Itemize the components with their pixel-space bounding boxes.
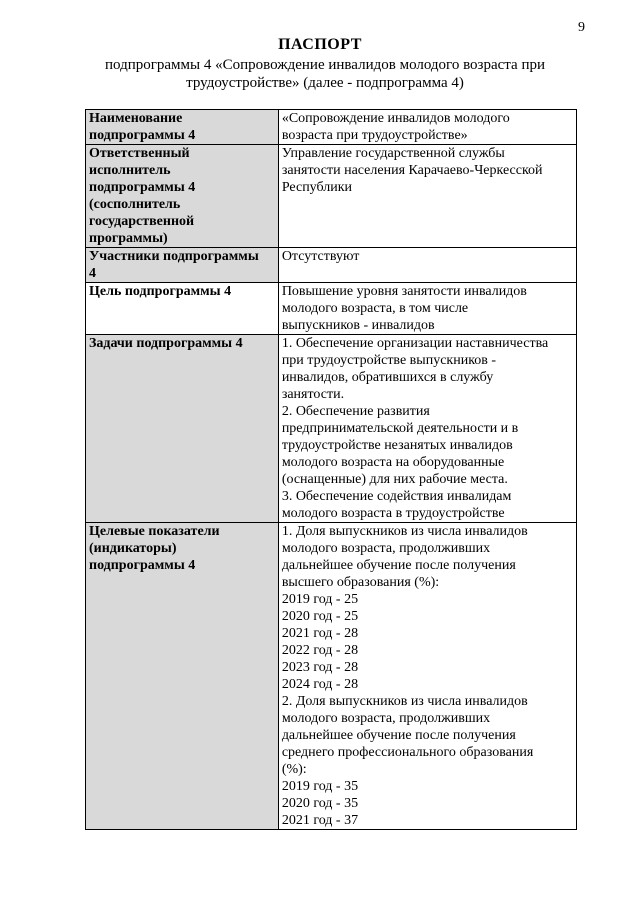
row-value-line: 2021 год - 37 <box>281 813 359 828</box>
row-value-line: молодого возраста, продолживших <box>281 541 491 556</box>
document-title: ПАСПОРТ <box>278 36 362 53</box>
row-value-line: 2019 год - 25 <box>281 592 359 607</box>
row-value-line: (оснащенные) для них рабочие места. <box>281 472 508 487</box>
row-value-line: дальнейшее обучение после получения <box>281 728 516 743</box>
row-label-line: Наименование <box>89 111 183 126</box>
row-value-line: молодого возраста, продолживших <box>281 711 491 726</box>
row-label-line: подпрограммы 4 <box>89 128 196 143</box>
row-label-line: Задачи подпрограммы 4 <box>89 336 243 351</box>
row-value-line: выпускников - инвалидов <box>281 318 435 333</box>
row-value-line: среднего профессионального образования <box>281 745 534 760</box>
row-value-line: высшего образования (%): <box>281 575 440 590</box>
row-label-line: (сосполнитель <box>89 197 181 212</box>
row-value-line: Отсутствуют <box>281 249 360 264</box>
row-value-line: Повышение уровня занятости инвалидов <box>281 284 527 299</box>
row-value-line: 2. Обеспечение развития <box>281 404 430 419</box>
row-value-line: 2023 год - 28 <box>281 660 359 675</box>
row-value-line: молодого возраста, в том числе <box>281 301 469 316</box>
row-value-line: при трудоустройстве выпускников - <box>281 353 497 368</box>
document-subtitle <box>90 56 560 92</box>
row-value-line: занятости населения Карачаево-Черкесской <box>281 163 543 178</box>
row-label-line: исполнитель <box>89 163 171 178</box>
row-value-line: 2020 год - 25 <box>281 609 359 624</box>
row-label-line: государственной <box>89 214 195 229</box>
row-value-line: 1. Доля выпускников из числа инвалидов <box>281 524 528 539</box>
page-number: 9 <box>578 20 585 35</box>
row-label-line: подпрограммы 4 <box>89 558 196 573</box>
passport-row <box>86 145 577 248</box>
row-value-line: 2024 год - 28 <box>281 677 359 692</box>
row-label-line: подпрограммы 4 <box>89 180 196 195</box>
row-value-line: молодого возраста на оборудованные <box>281 455 505 470</box>
row-value-line: предпринимательской деятельности и в <box>281 421 519 436</box>
row-value-line: «Сопровождение инвалидов молодого <box>281 111 510 126</box>
row-label-line: Ответственный <box>89 146 190 161</box>
row-value-line: 1. Обеспечение организации наставничества <box>281 336 549 351</box>
passport-row <box>86 523 577 830</box>
row-value-line: инвалидов, обратившихся в службу <box>281 370 494 385</box>
row-value <box>278 335 576 523</box>
row-value <box>278 110 576 145</box>
row-label-line: Цель подпрограммы 4 <box>89 284 232 299</box>
row-value-line: дальнейшее обучение после получения <box>281 558 516 573</box>
row-label-line: (индикаторы) <box>89 541 177 556</box>
passport-table-body <box>86 110 577 830</box>
row-value <box>278 283 576 335</box>
row-value-line: (%): <box>281 762 307 777</box>
row-value-line: 3. Обеспечение содействия инвалидам <box>281 489 512 504</box>
row-value-line: Управление государственной службы <box>281 146 505 161</box>
row-value-line: 2019 год - 35 <box>281 779 359 794</box>
row-label-line: 4 <box>89 266 96 281</box>
row-label <box>86 523 279 830</box>
row-label-line: программы) <box>89 231 168 246</box>
subtitle-line: подпрограммы 4 «Сопровождение инвалидов молодого возраста при <box>104 57 546 73</box>
passport-row <box>86 248 577 283</box>
row-label <box>86 248 279 283</box>
passport-table <box>85 109 577 830</box>
row-value-line: 2. Доля выпускников из числа инвалидов <box>281 694 528 709</box>
row-label-line: Целевые показатели <box>89 524 220 539</box>
row-value-line: трудоустройстве незанятых инвалидов <box>281 438 513 453</box>
row-value-line: 2020 год - 35 <box>281 796 359 811</box>
row-label <box>86 335 279 523</box>
row-value-line: 2021 год - 28 <box>281 626 359 641</box>
row-value-line: молодого возраста в трудоустройстве <box>281 506 505 521</box>
row-value-line: возраста при трудоустройстве» <box>281 128 468 143</box>
passport-row <box>86 335 577 523</box>
passport-row <box>86 110 577 145</box>
subtitle-line: трудоустройстве» (далее - подпрограмма 4) <box>186 75 464 91</box>
row-value-line: занятости. <box>281 387 345 402</box>
passport-row <box>86 283 577 335</box>
row-label <box>86 110 279 145</box>
row-label-line: Участники подпрограммы <box>89 249 259 264</box>
row-value <box>278 523 576 830</box>
row-label <box>86 283 279 335</box>
row-value-line: 2022 год - 28 <box>281 643 359 658</box>
row-label <box>86 145 279 248</box>
row-value <box>278 248 576 283</box>
row-value-line: Республики <box>281 180 353 195</box>
row-value <box>278 145 576 248</box>
